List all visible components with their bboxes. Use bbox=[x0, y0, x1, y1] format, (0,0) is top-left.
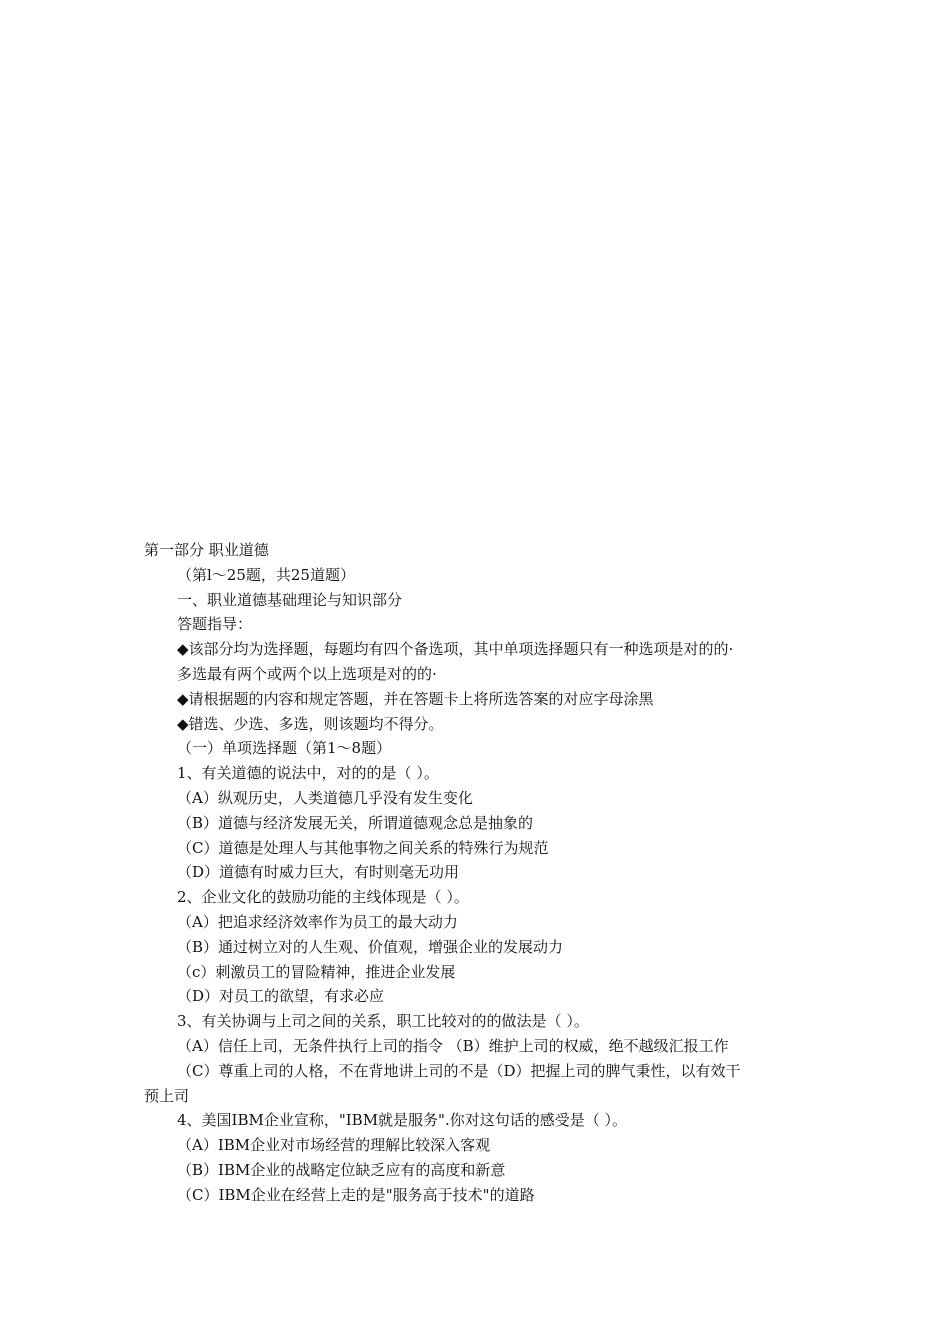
question-range-note: （第l～25题，共25道题） bbox=[177, 565, 355, 584]
answer-option: （D）道德有时威力巨大，有时则毫无功用 bbox=[177, 863, 460, 882]
question-text: 2、企业文化的鼓励功能的主线体现是（ ）。 bbox=[177, 888, 469, 907]
question-text: 1、有关道德的说法中，对的的是（ ）。 bbox=[177, 764, 439, 783]
document-body bbox=[144, 538, 814, 1208]
answer-option: （A）信任上司，无条件执行上司的指令 （B）维护上司的权威，绝不越级汇报工作 bbox=[177, 1036, 729, 1055]
instruction-line: ◆请根据题的内容和规定答题，并在答题卡上将所选答案的对应字母涂黑 bbox=[177, 689, 654, 708]
answer-option: （C）IBM企业在经营上走的是"服务高于技术"的道路 bbox=[177, 1185, 535, 1204]
question-text: 4、美国IBM企业宣称，"IBM就是服务".你对这句话的感受是（ ）。 bbox=[177, 1111, 627, 1130]
answer-option: （A）把追求经济效率作为员工的最大动力 bbox=[177, 912, 458, 931]
answer-option: （B）IBM企业的战略定位缺乏应有的高度和新意 bbox=[177, 1160, 506, 1179]
answer-option: （A）IBM企业对市场经营的理解比较深入客观 bbox=[177, 1136, 491, 1155]
answer-option: （B）道德与经济发展无关，所谓道德观念总是抽象的 bbox=[177, 813, 534, 832]
answer-option: （C）道德是处理人与其他事物之间关系的特殊行为规范 bbox=[177, 838, 549, 857]
instruction-line: 多选最有两个或两个以上选项是对的的· bbox=[177, 664, 437, 683]
answer-option: （c）刺激员工的冒险精神，推进企业发展 bbox=[177, 962, 456, 981]
section-title: 第一部分 职业道德 bbox=[144, 541, 269, 559]
answer-option-continuation: 预上司 bbox=[144, 1086, 190, 1105]
question-group-heading: （一）单项选择题（第1～8题） bbox=[177, 739, 392, 758]
answer-option: （B）通过树立对的人生观、价值观，增强企业的发展动力 bbox=[177, 937, 564, 956]
answer-option: （D）对员工的欲望，有求必应 bbox=[177, 987, 385, 1006]
instruction-line: ◆该部分均为选择题，每题均有四个备选项，其中单项选择题只有一种选项是对的的· bbox=[177, 640, 734, 659]
question-text: 3、有关协调与上司之间的关系，职工比较对的的做法是（ ）。 bbox=[177, 1012, 589, 1031]
answer-option: （A）纵观历史，人类道德几乎没有发生变化 bbox=[177, 788, 473, 807]
subsection-heading: 一、职业道德基础理论与知识部分 bbox=[177, 590, 403, 609]
instruction-line: ◆错选、少选、多选，则该题均不得分。 bbox=[177, 714, 444, 733]
answer-option: （C）尊重上司的人格，不在背地讲上司的不是（D）把握上司的脾气秉性，以有效干 bbox=[177, 1061, 741, 1080]
instructions-heading: 答题指导： bbox=[177, 615, 253, 634]
